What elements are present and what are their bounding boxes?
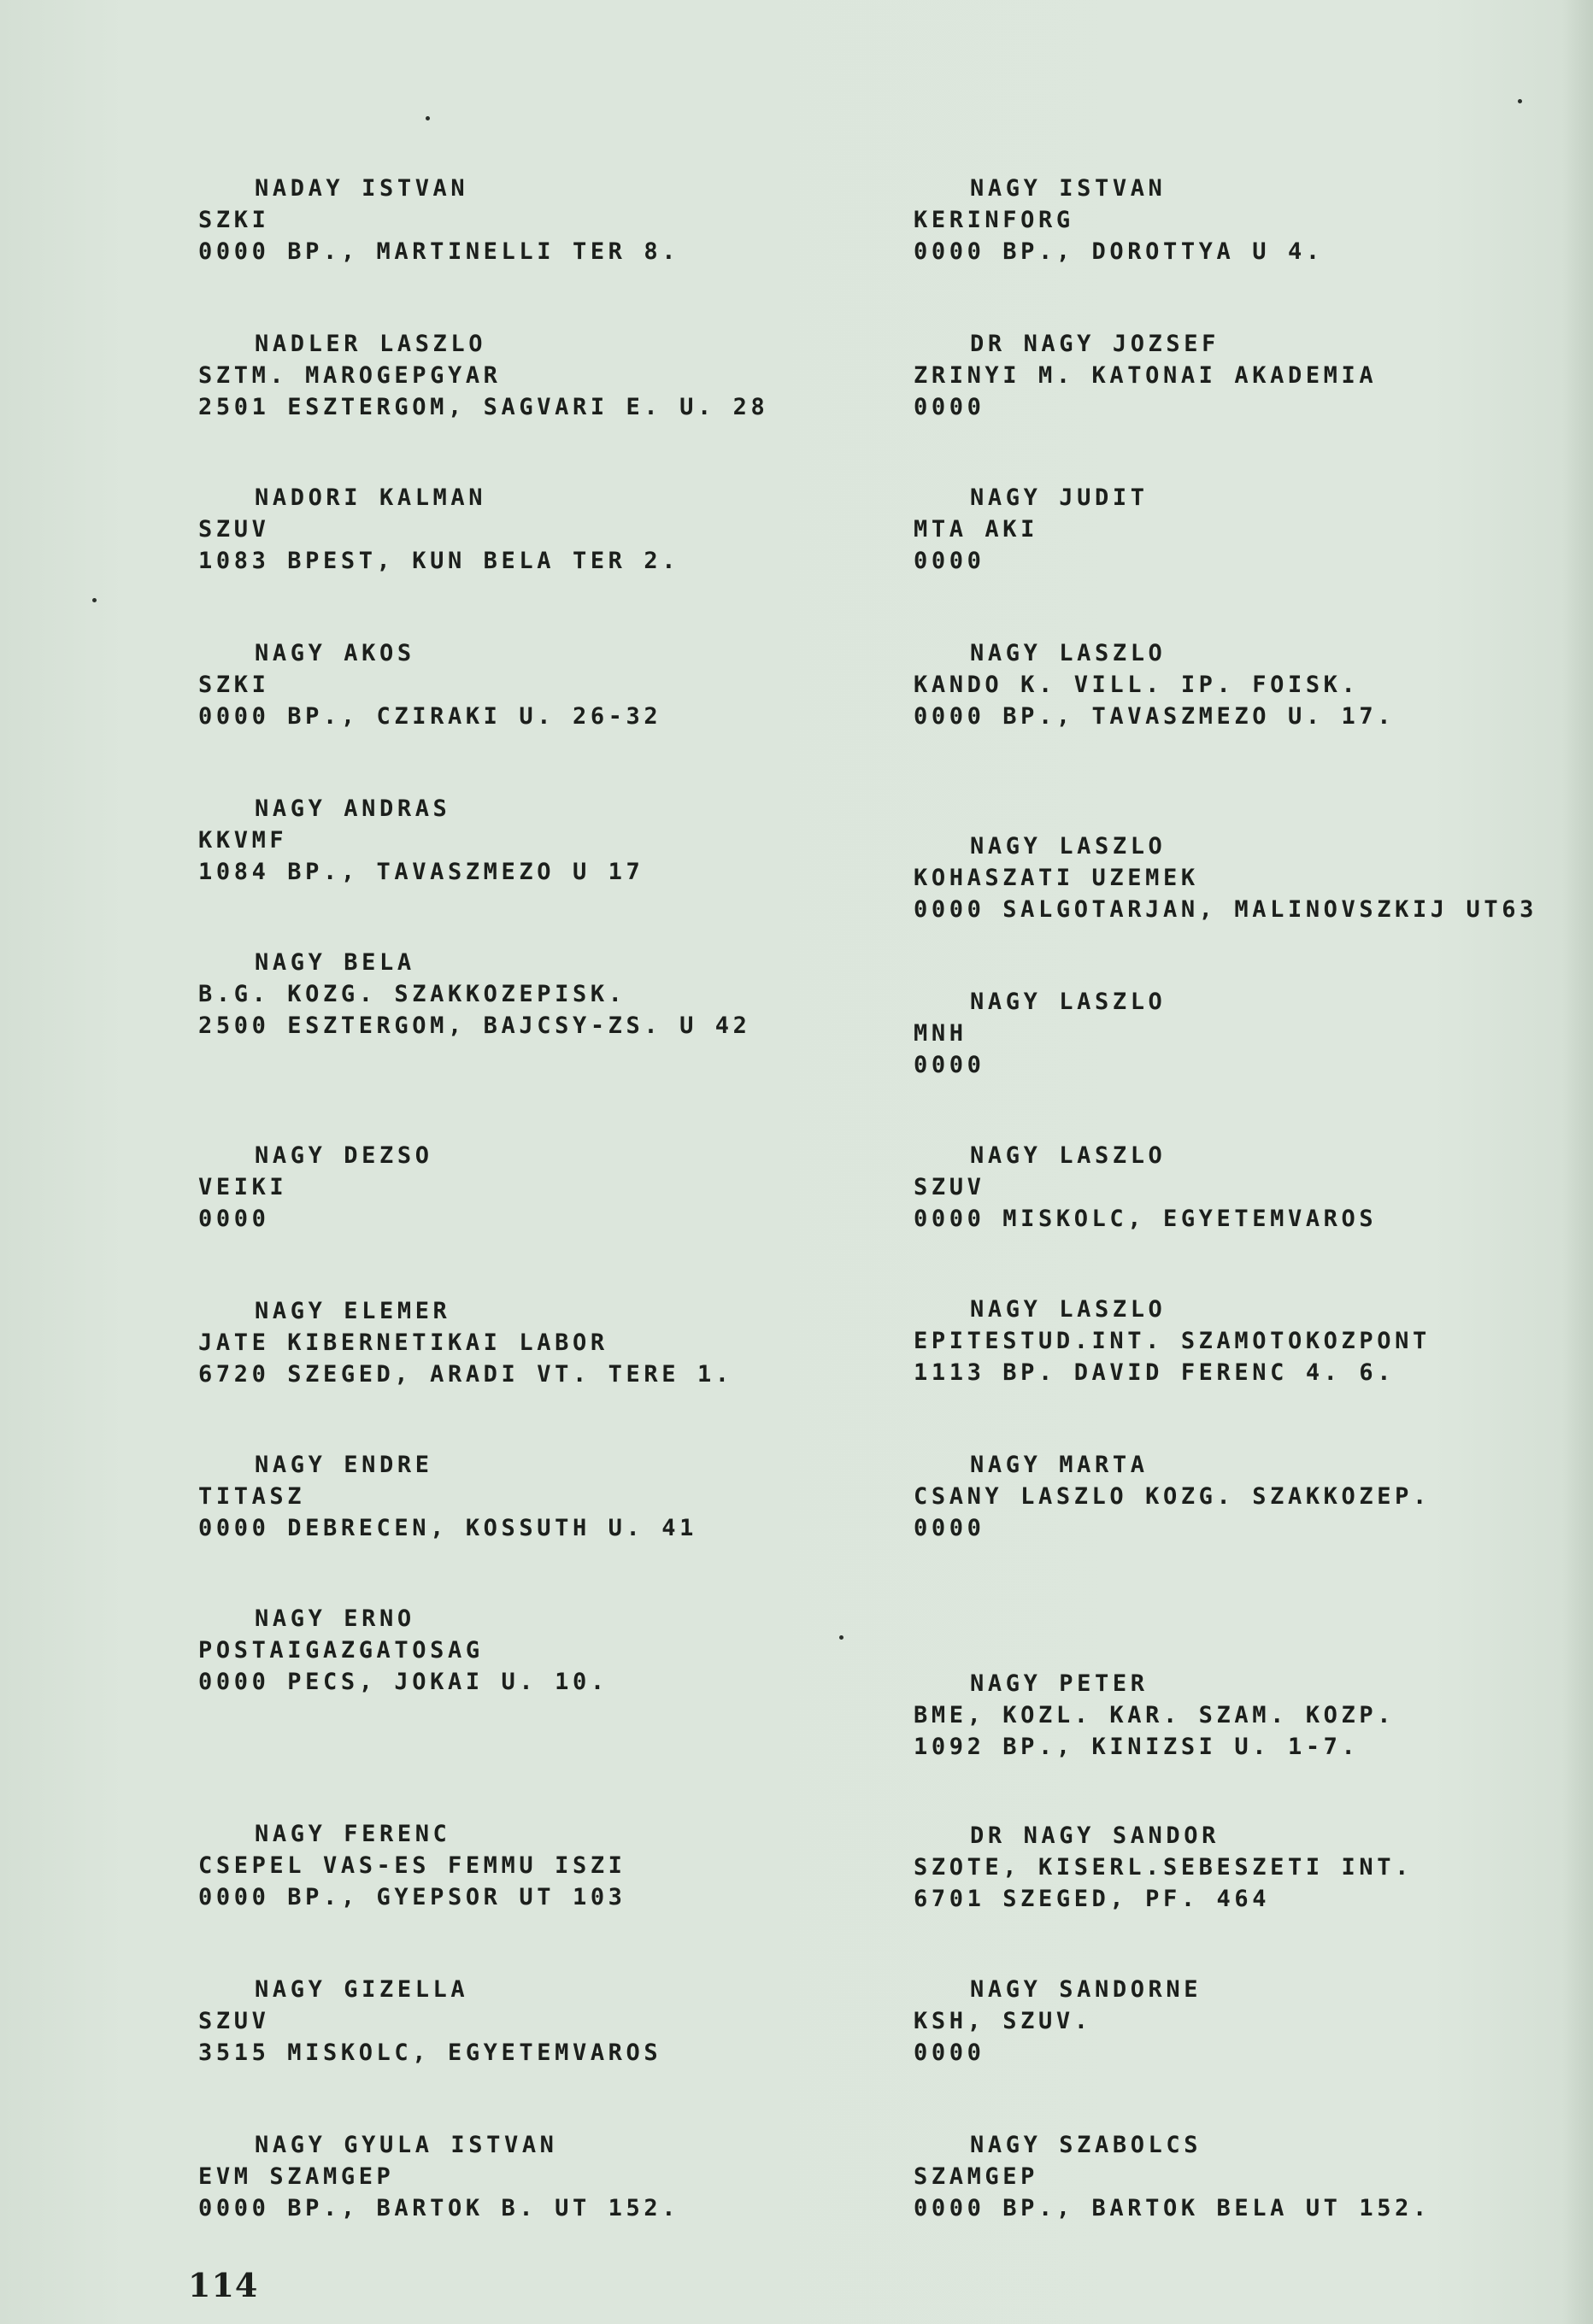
directory-entry: [914, 1294, 1431, 1388]
directory-entry: [198, 2129, 679, 2224]
directory-entry: [914, 1668, 1395, 1763]
directory-entry: [914, 328, 1377, 423]
entry-organization: CSANY LASZLO KOZG. SZAKKOZEP.: [914, 1483, 1431, 1510]
entry-address: 6701 SZEGED, PF. 464: [914, 1886, 1271, 1912]
directory-entry: [914, 1820, 1413, 1915]
entry-address: 0000 BP., MARTINELLI TER 8.: [198, 238, 680, 265]
entry-name: NAGY AKOS: [255, 640, 415, 666]
entry-organization: SZTM. MAROGEPGYAR: [198, 362, 502, 389]
entry-organization: EVM SZAMGEP: [198, 2163, 395, 2190]
speck: [426, 116, 430, 120]
entry-address: 0000 DEBRECEN, KOSSUTH U. 41: [198, 1515, 697, 1541]
entry-name: NAGY ISTVAN: [970, 175, 1167, 202]
entry-organization: B.G. KOZG. SZAKKOZEPISK.: [198, 981, 626, 1007]
entry-organization: ZRINYI M. KATONAI AKADEMIA: [914, 362, 1378, 389]
entry-name: NAGY SANDORNE: [970, 1976, 1202, 2003]
entry-name: NAGY DEZSO: [255, 1142, 433, 1169]
directory-entry: [914, 1140, 1377, 1235]
directory-entry: [914, 1974, 1202, 2069]
directory-entry: [914, 173, 1324, 267]
speck: [1518, 99, 1522, 103]
entry-address: 0000 BP., BARTOK BELA UT 152.: [914, 2195, 1431, 2221]
speck: [839, 1635, 844, 1640]
entry-address: 1113 BP. DAVID FERENC 4. 6.: [914, 1359, 1396, 1386]
entry-address: 0000: [914, 2039, 985, 2066]
directory-entry: [914, 830, 1537, 925]
entry-address: 0000 BP., CZIRAKI U. 26-32: [198, 703, 662, 730]
entry-address: 1083 BPEST, KUN BELA TER 2.: [198, 548, 680, 574]
entry-address: 0000 BP., BARTOK B. UT 152.: [198, 2195, 680, 2221]
speck: [92, 598, 97, 602]
entry-name: NAGY LASZLO: [970, 640, 1167, 666]
entry-organization: EPITESTUD.INT. SZAMOTOKOZPONT: [914, 1328, 1431, 1354]
entry-organization: SZAMGEP: [914, 2163, 1038, 2190]
directory-entry: [198, 1818, 626, 1913]
entry-organization: SZKI: [198, 207, 270, 233]
entry-organization: TITASZ: [198, 1483, 306, 1510]
entry-address: 2500 ESZTERGOM, BAJCSY-ZS. U 42: [198, 1012, 751, 1039]
entry-organization: KANDO K. VILL. IP. FOISK.: [914, 672, 1360, 698]
directory-entry: [198, 1974, 661, 2069]
entry-address: 2501 ESZTERGOM, SAGVARI E. U. 28: [198, 394, 769, 420]
entry-name: NAGY MARTA: [970, 1452, 1149, 1478]
page-number: 114: [188, 2266, 259, 2304]
entry-address: 0000: [914, 1515, 985, 1541]
entry-name: NAGY GYULA ISTVAN: [255, 2132, 558, 2158]
entry-organization: SZOTE, KISERL.SEBESZETI INT.: [914, 1854, 1413, 1881]
entry-organization: KKVMF: [198, 827, 288, 854]
entry-organization: KOHASZATI UZEMEK: [914, 865, 1199, 891]
directory-entry: [198, 328, 768, 423]
directory-entry: [198, 1449, 697, 1544]
entry-name: NAGY JUDIT: [970, 484, 1149, 511]
entry-address: 0000 BP., GYEPSOR UT 103: [198, 1884, 626, 1910]
directory-entry: [914, 1449, 1431, 1544]
entry-address: 0000 SALGOTARJAN, MALINOVSZKIJ UT63: [914, 896, 1537, 923]
directory-entry: [914, 482, 1149, 577]
entry-address: 0000 MISKOLC, EGYETEMVAROS: [914, 1206, 1378, 1232]
entry-organization: SZUV: [198, 2008, 270, 2034]
directory-entry: [198, 1603, 608, 1698]
entry-name: NAGY SZABOLCS: [970, 2132, 1202, 2158]
entry-name: NADLER LASZLO: [255, 331, 487, 357]
entry-organization: KSH, SZUV.: [914, 2008, 1092, 2034]
entry-name: NAGY ENDRE: [255, 1452, 433, 1478]
entry-address: 0000: [914, 394, 985, 420]
directory-entry: [198, 173, 679, 267]
entry-address: 3515 MISKOLC, EGYETEMVAROS: [198, 2039, 662, 2066]
entry-name: NAGY LASZLO: [970, 989, 1167, 1015]
entry-name: NAGY LASZLO: [970, 1296, 1167, 1323]
entry-name: NAGY LASZLO: [970, 833, 1167, 860]
directory-entry: [914, 637, 1395, 732]
directory-entry: [198, 947, 751, 1042]
directory-entry: [198, 793, 644, 888]
entry-organization: MNH: [914, 1020, 967, 1047]
entry-address: 0000 BP., DOROTTYA U 4.: [914, 238, 1324, 265]
directory-entry: [198, 482, 679, 577]
entry-name: NAGY LASZLO: [970, 1142, 1167, 1169]
entry-address: 0000: [914, 1052, 985, 1078]
entry-organization: SZUV: [914, 1174, 985, 1200]
directory-entry: [198, 1140, 433, 1235]
directory-entry: [914, 986, 1166, 1081]
entry-name: DR NAGY SANDOR: [970, 1822, 1220, 1849]
entry-organization: MTA AKI: [914, 516, 1038, 543]
entry-address: 6720 SZEGED, ARADI VT. TERE 1.: [198, 1361, 733, 1388]
entry-name: DR NAGY JOZSEF: [970, 331, 1220, 357]
entry-name: NAGY ELEMER: [255, 1298, 451, 1324]
directory-entry: [198, 1295, 733, 1390]
entry-address: 0000 PECS, JOKAI U. 10.: [198, 1669, 608, 1695]
entry-organization: KERINFORG: [914, 207, 1074, 233]
entry-name: NAGY ERNO: [255, 1605, 415, 1632]
page-edge-shadow: [1562, 0, 1593, 2324]
directory-entry: [198, 637, 661, 732]
entry-name: NADAY ISTVAN: [255, 175, 469, 202]
entry-organization: SZUV: [198, 516, 270, 543]
entry-organization: SZKI: [198, 672, 270, 698]
entry-address: 0000: [198, 1206, 270, 1232]
entry-address: 1084 BP., TAVASZMEZO U 17: [198, 859, 644, 885]
entry-organization: CSEPEL VAS-ES FEMMU ISZI: [198, 1852, 626, 1879]
entry-name: NAGY GIZELLA: [255, 1976, 469, 2003]
entry-name: NAGY PETER: [970, 1670, 1149, 1697]
entry-address: 0000 BP., TAVASZMEZO U. 17.: [914, 703, 1396, 730]
entry-name: NAGY ANDRAS: [255, 795, 451, 822]
entry-name: NAGY FERENC: [255, 1821, 451, 1847]
entry-name: NADORI KALMAN: [255, 484, 487, 511]
entry-organization: BME, KOZL. KAR. SZAM. KOZP.: [914, 1702, 1396, 1728]
directory-entry: [914, 2129, 1431, 2224]
entry-organization: VEIKI: [198, 1174, 288, 1200]
entry-organization: POSTAIGAZGATOSAG: [198, 1637, 484, 1664]
entry-organization: JATE KIBERNETIKAI LABOR: [198, 1329, 608, 1356]
entry-name: NAGY BELA: [255, 949, 415, 976]
entry-address: 0000: [914, 548, 985, 574]
entry-address: 1092 BP., KINIZSI U. 1-7.: [914, 1734, 1360, 1760]
